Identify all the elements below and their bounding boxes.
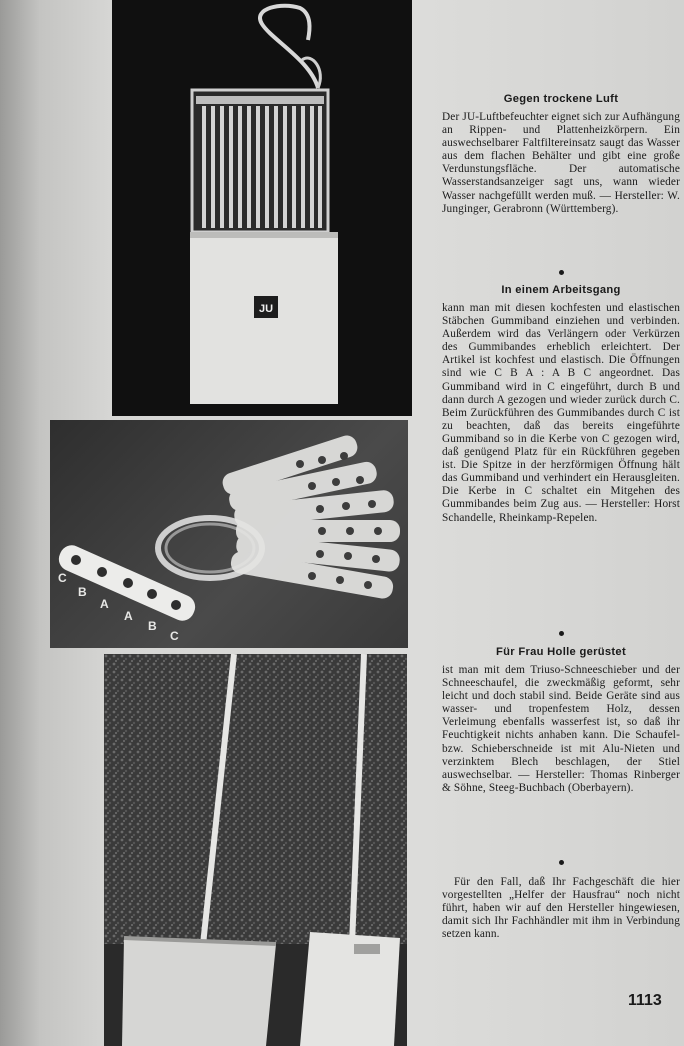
separator-dot (559, 860, 564, 865)
separator-dot (559, 270, 564, 275)
snow-shovel-illustration (104, 654, 407, 1046)
article-text: kann man mit diesen kochfesten und elastischen Stäbchen Gummiband einziehen und verbinden. Außerdem wird das Verlängern oder Verkürzen des Gummibandes erheblich erleichtert. Der Artikel ist kochfest und elastisch. Die Öffnungen sind wie C B A : A B C angeordnet. Das Gummiband wird in C eingeführt, durch B und dann durch A gezogen und wieder zurück durch C. Beim Zurückführen des Gummibandes durch C ist zu beachten, daß das bereits eingeführte Gummiband so in die Kerbe von C gezogen wird, daß genügend Platz für ein Rückführen gegeben ist. Die Spitze in der herzförmigen Öffnung hält das Gummiband und verhindert ein Herausgleiten. Die Kerbe in C schaltet ein Mitgehen des Gummibandes beim Zug aus. — Hersteller: Horst Schandelle, Rheinkamp-Repelen. (442, 302, 680, 524)
snow-shovel-photo (104, 654, 407, 1046)
closing-note (442, 876, 680, 941)
article-body (442, 111, 680, 216)
elastic-threader-illustration (50, 420, 408, 648)
elastic-threader-photo (50, 420, 408, 648)
threader-letter: A (124, 609, 133, 623)
humidifier-logo: JU (258, 303, 274, 315)
threader-letter: B (78, 585, 87, 599)
closing-note-text: Für den Fall, daß Ihr Fachgeschäft die hier vorgestellten „Helfer der Hausfrau“ noch nicht führt, haben wir auf den Hersteller hingewiesen, damit sich Ihr Fachhändler mit ihm in Verbindung setzen kann. (442, 876, 680, 941)
article-heading: Für Frau Holle gerüstet (496, 646, 626, 658)
humidifier-photo (112, 0, 412, 416)
article-body (442, 664, 680, 795)
article-text: ist man mit dem Triuso-Schneeschieber und der Schneeschaufel, die zweckmäßig geformt, sehr leicht und doch stabil sind. Beide Geräte sind aus wasser- und tropenfestem Holz, dessen Verleimung ebenfalls wasserfest ist, so daß ihr Feuchtigkeit nichts anhaben kann. Die Schaufel- bzw. Schieberschneide ist mit Alu-Nieten und verzinktem Blech beschlagen, der Stiel auswechselbar. — Hersteller: Thomas Rinberger & Söhne, Steeg-Buchbach (Oberbayern). (442, 664, 680, 794)
article-heading: Gegen trockene Luft (503, 93, 619, 105)
humidifier-illustration (112, 0, 412, 416)
threader-letter: B (148, 619, 157, 633)
article-text: Der JU-Luftbefeuchter eignet sich zur Aufhängung an Rippen- und Plattenheizkörpern. Ein auswechselbarer Faltfiltereinsatz saugt das Wasser aus dem flachen Behälter und gibt eine große Verdunstungsfläche. Der automatische Wasserstandsanzeiger sagt uns, wann wieder Wasser nachgefüllt werden muß. — Hersteller: W. Junginger, Gerabronn (Württemberg). (442, 111, 680, 215)
page-number: 1113 (628, 992, 662, 1009)
threader-letter: C (170, 629, 179, 643)
article-heading: In einem Arbeitsgang (501, 284, 621, 296)
threader-letter: C (58, 571, 67, 585)
threader-letter: A (100, 597, 109, 611)
separator-dot (559, 631, 564, 636)
article-body (442, 302, 680, 525)
